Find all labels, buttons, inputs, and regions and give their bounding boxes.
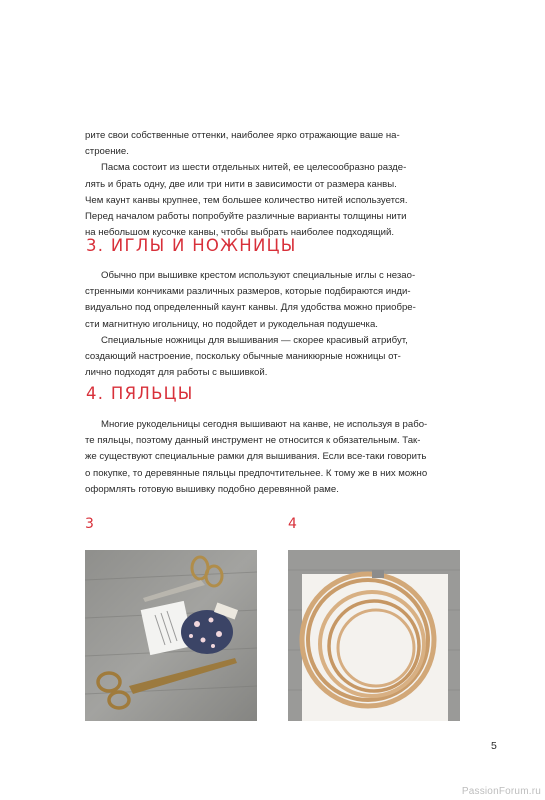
text-line: видуально под определенный каунт канвы. Для удобства можно приобре- xyxy=(85,302,416,314)
text-line: Специальные ножницы для вышивания — скорее красивый атрибут, xyxy=(101,334,408,346)
text-line: лять и брать одну, две или три нити в зависимости от размера канвы. xyxy=(85,178,397,190)
text-line: Обычно при вышивке крестом используют специальные иглы с незао- xyxy=(101,270,416,281)
text-line: на небольшом кусочке канвы, чтобы выбрать наиболее подходящий. xyxy=(85,227,395,239)
text-line: те пяльцы, поэтому данный инструмент не относится к обязательным. Так- xyxy=(85,435,421,447)
page-number: 5 xyxy=(491,740,497,752)
watermark: PassionForum.ru xyxy=(461,786,541,797)
section-3-heading: 3. ИГЛЫ И НОЖНИЦЫ xyxy=(86,236,297,255)
figure-3-number: 3 xyxy=(85,516,94,532)
text-line: рите свои собственные оттенки, наиболее ярко отражающие ваше на- xyxy=(85,130,400,141)
text-line: создающий настроение, поскольку обычные маникюрные ножницы от- xyxy=(85,351,401,363)
intro-text xyxy=(85,128,461,241)
text-line: Пасма состоит из шести отдельных нитей, ее целесообразно разде- xyxy=(101,162,407,174)
photo-scissors-needles xyxy=(85,550,257,721)
text-line: сти магнитную игольницу, но подойдет и рукодельная подушечка. xyxy=(85,318,378,330)
scissors-illustration xyxy=(85,550,257,721)
text-line: лично подходят для работы с вышивкой. xyxy=(85,367,268,379)
figure-4-number: 4 xyxy=(288,516,297,532)
hoops-illustration xyxy=(288,550,460,721)
text-line: оформлять готовую вышивку подобно деревянной раме. xyxy=(85,483,339,495)
section-3-text xyxy=(85,268,461,381)
section-4-heading: 4. ПЯЛЬЦЫ xyxy=(86,384,194,403)
section-4-text xyxy=(85,417,461,498)
text-line: стренными кончиками различных размеров, которые подбираются инди- xyxy=(85,286,411,298)
photo-embroidery-hoops xyxy=(288,550,460,721)
text-line: о покупке, то деревянные пяльцы предпочтительнее. К тому же в них можно xyxy=(85,467,428,479)
text-line: строение. xyxy=(85,146,129,158)
text-line: Чем каунт канвы крупнее, тем большее количество нитей используется. xyxy=(85,194,408,206)
text-line: Многие рукодельницы сегодня вышивают на канве, не используя в рабо- xyxy=(101,419,428,430)
text-line: же существуют специальные рамки для вышивания. Если все-таки говорить xyxy=(85,451,427,463)
text-line: Перед началом работы попробуйте различные варианты толщины нити xyxy=(85,211,407,223)
